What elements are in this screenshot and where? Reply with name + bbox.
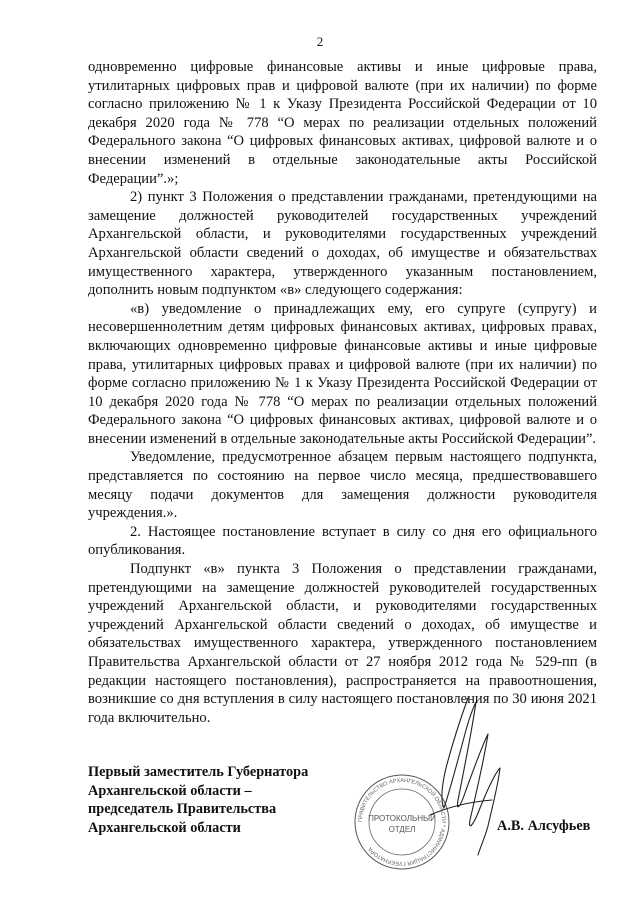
document-body: [88, 58, 597, 727]
paragraph-2: 2) пункт 3 Положения о представлении гражданами, претендующими на замещение должностей руководителей государственных учреждений Архангельской области, и руководителями государственных учреждений Архангельской области сведений о доходах, об имуществе и обязательствах имущественного характера, утвержденного указанным постановлением, дополнить новым подпунктом «в» следующего содержания:: [88, 189, 597, 299]
signer-position-line: Архангельской области –: [88, 782, 252, 799]
signer-name: А.В. Алсуфьев: [497, 818, 591, 834]
paragraph-4: Уведомление, предусмотренное абзацем первым настоящего подпункта, представляется по состоянию на первое число месяца, предшествовавшего месяцу подачи документов для замещения должности руководителя учреждения.».: [88, 449, 597, 522]
signer-position-line: председатель Правительства: [88, 801, 277, 818]
paragraph-1: одновременно цифровые финансовые активы и иные цифровые права, утилитарных цифровых прав и цифровой валюте (при их наличии) по форме согласно приложению № 1 к Указу Президента Российской Федерации от 10 декабря 2020 года № 778 “О мерах по реализации отдельных положений Федерального закона “О цифровых финансовых активах, цифровой валюте и о внесении изменений в отдельные законодательные акты Российской Федерации”.»;: [88, 59, 597, 187]
signer-position-line: Первый заместитель Губернатора: [88, 764, 309, 780]
paragraph-3: «в) уведомление о принадлежащих ему, его супруге (супругу) и несовершеннолетним детям цифровых финансовых активах, цифровых правах, включающих одновременно цифровые финансовые активы и иные цифровые права, утилитарных цифровых правах и цифровой валюте (при их наличии) по форме согласно приложению № 1 к Указу Президента Российской Федерации от 10 декабря 2020 года № 778 “О мерах по реализации отдельных положений Федерального закона “О цифровых финансовых активах, цифровой валюте и о внесении изменений в отдельные законодательные акты Российской Федерации”.: [88, 300, 597, 447]
signer-position-line: Архангельской области: [88, 819, 241, 836]
stamp-center-text-1: ПРОТОКОЛЬНЫЙ: [368, 814, 436, 823]
signer-position: [88, 763, 348, 837]
paragraph-5: 2. Настоящее постановление вступает в силу со дня его официального опубликования.: [88, 523, 597, 559]
page-number: 2: [316, 34, 324, 49]
stamp-center-text-2: ОТДЕЛ: [388, 825, 416, 834]
stamp-ring-text: ПРАВИТЕЛЬСТВО АРХАНГЕЛЬСКОЙ ОБЛАСТИ * АДМИНИСТРАЦИЯ ГУБЕРНАТОРА: [357, 777, 447, 867]
paragraph-6: Подпункт «в» пункта 3 Положения о представлении гражданами, претендующими на замещение должностей руководителей государственных учреждений Архангельской области, и руководителями государственных учреждений Архангельской области сведений о доходах, об имуществе и обязательствах имущественного характера, утвержденного постановлением Правительства Архангельской области от 27 ноября 2012 года № 529-пп (в редакции настоящего постановления), распространяется на правоотношения, возникшие со дня вступления в силу настоящего постановления по 30 июня 2021 года включительно.: [88, 561, 597, 726]
